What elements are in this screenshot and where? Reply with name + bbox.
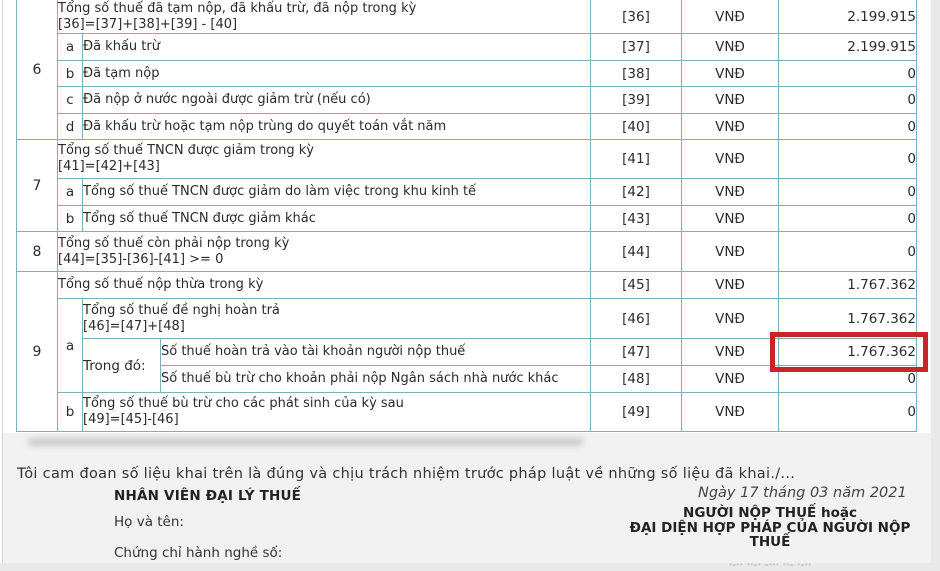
currency-unit: VNĐ [682,393,779,432]
value-cell[interactable]: 0 [779,366,917,393]
table-row [17,272,917,299]
value-cell[interactable]: 0 [779,140,917,179]
page-left-border [2,0,3,563]
cutoff-sign-note: ·‐·· ··‐· ‐··· ··‐ ·‐·· [728,558,812,571]
currency-unit: VNĐ [682,0,779,34]
value-cell[interactable]: 1.767.362 [779,299,917,339]
row-description [83,393,591,432]
table-row [17,393,917,432]
value-cell[interactable]: 0 [779,87,917,114]
description-formula: [46]=[47]+[48] [83,318,185,334]
table-row [17,179,917,206]
description-line1: Tổng số thuế đã tạm nộp, đã khấu trừ, đã nộp trong kỳ [58,1,417,16]
table-row [17,114,917,140]
indicator-code: [37] [591,34,682,61]
currency-unit: VNĐ [682,272,779,299]
indicator-code: [45] [591,272,682,299]
row-description [58,232,591,272]
currency-unit: VNĐ [682,232,779,272]
indicator-code: [43] [591,206,682,232]
row-number: 9 [17,272,58,432]
row-description: Tổng số thuế nộp thừa trong kỳ [58,272,591,299]
row-letter: a [58,179,83,206]
table-row [17,140,917,179]
row-description: Số thuế hoàn trả vào tài khoản người nộp thuế [161,339,591,366]
value-cell[interactable]: 0 [779,179,917,206]
value-cell[interactable]: 0 [779,393,917,432]
description-formula: [36]=[37]+[38]+[39] - [40] [58,17,238,32]
currency-unit: VNĐ [682,114,779,140]
taxpayer-signature-block [600,506,940,550]
currency-unit: VNĐ [682,339,779,366]
description-line1: Tổng số thuế đề nghị hoàn trả [83,302,280,318]
indicator-code: [48] [591,366,682,393]
row-description: Tổng số thuế TNCN được giảm khác [83,206,591,232]
row-description: Đã khấu trừ [83,34,591,61]
indicator-code: [49] [591,393,682,432]
row-number: 6 [17,0,58,140]
signature-date: Ngày 17 tháng 03 năm 2021 [698,485,907,501]
value-cell[interactable]: 2.199.915 [779,34,917,61]
row-letter: b [58,206,83,232]
table-row [17,339,917,366]
indicator-code: [47] [591,339,682,366]
taxpayer-title-line1: NGƯỜI NỘP THUẾ hoặc [683,505,857,521]
value-cell[interactable]: 0 [779,61,917,87]
table-row [17,61,917,87]
value-cell[interactable]: 0 [779,232,917,272]
indicator-code: [40] [591,114,682,140]
row-number: 7 [17,140,58,232]
value-cell[interactable]: 0 [779,114,917,140]
row-letter: d [58,114,83,140]
indicator-code: [36] [591,0,682,34]
currency-unit: VNĐ [682,206,779,232]
currency-unit: VNĐ [682,140,779,179]
row-description [58,0,591,34]
indicator-code: [41] [591,140,682,179]
row-number: 8 [17,232,58,272]
currency-unit: VNĐ [682,34,779,61]
description-formula: [41]=[42]+[43] [58,159,160,174]
table-row [17,87,917,114]
row-letter: a [58,299,83,393]
tax-agent-title: NHÂN VIÊN ĐẠI LÝ THUẾ [114,488,302,504]
row-description: Đã tạm nộp [83,61,591,87]
description-formula: [44]=[35]-[36]-[41] >= 0 [58,251,224,267]
indicator-code: [46] [591,299,682,339]
row-letter: b [58,61,83,87]
currency-unit: VNĐ [682,299,779,339]
declaration-text: Tôi cam đoan số liệu khai trên là đúng và chịu trách nhiệm trước pháp luật về những số liệu đã khai./... [17,466,796,482]
table-row [17,232,917,272]
row-letter: c [58,87,83,114]
trong-do-label: Trong đó: [83,339,161,393]
currency-unit: VNĐ [682,61,779,87]
indicator-code: [42] [591,179,682,206]
tax-summary-table [16,0,917,432]
table-row [17,206,917,232]
indicator-code: [38] [591,61,682,87]
row-description: Đã khấu trừ hoặc tạm nộp trùng do quyết toán vắt năm [83,114,591,140]
row-letter: a [58,34,83,61]
value-cell-highlighted[interactable]: 1.767.362 [779,339,917,366]
currency-unit: VNĐ [682,179,779,206]
value-cell[interactable]: 0 [779,206,917,232]
certificate-field-label: Chứng chỉ hành nghề số: [114,545,283,561]
row-description [83,299,591,339]
value-cell[interactable]: 2.199.915 [779,0,917,34]
table-row [17,34,917,61]
row-description: Số thuế bù trừ cho khoản phải nộp Ngân sách nhà nước khác [161,366,591,393]
description-formula: [49]=[45]-[46] [83,412,179,427]
value-cell[interactable]: 1.767.362 [779,272,917,299]
table-row [17,299,917,339]
row-letter: b [58,393,83,432]
table-row [17,0,917,34]
indicator-code: [39] [591,87,682,114]
row-description: Tổng số thuế TNCN được giảm do làm việc trong khu kinh tế [83,179,591,206]
taxpayer-title-line3: THUẾ [749,534,791,550]
indicator-code: [44] [591,232,682,272]
description-line1: Tổng số thuế bù trừ cho các phát sinh của kỳ sau [83,396,404,411]
row-description [58,140,591,179]
name-field-label: Họ và tên: [114,514,184,530]
taxpayer-title-line2: ĐẠI DIỆN HỢP PHÁP CỦA NGƯỜI NỘP [629,519,911,536]
currency-unit: VNĐ [682,366,779,393]
row-description: Đã nộp ở nước ngoài được giảm trừ (nếu có) [83,87,591,114]
currency-unit: VNĐ [682,87,779,114]
blurred-redaction [28,438,583,446]
description-line1: Tổng số thuế còn phải nộp trong kỳ [58,235,290,251]
description-line1: Tổng số thuế TNCN được giảm trong kỳ [58,143,314,158]
